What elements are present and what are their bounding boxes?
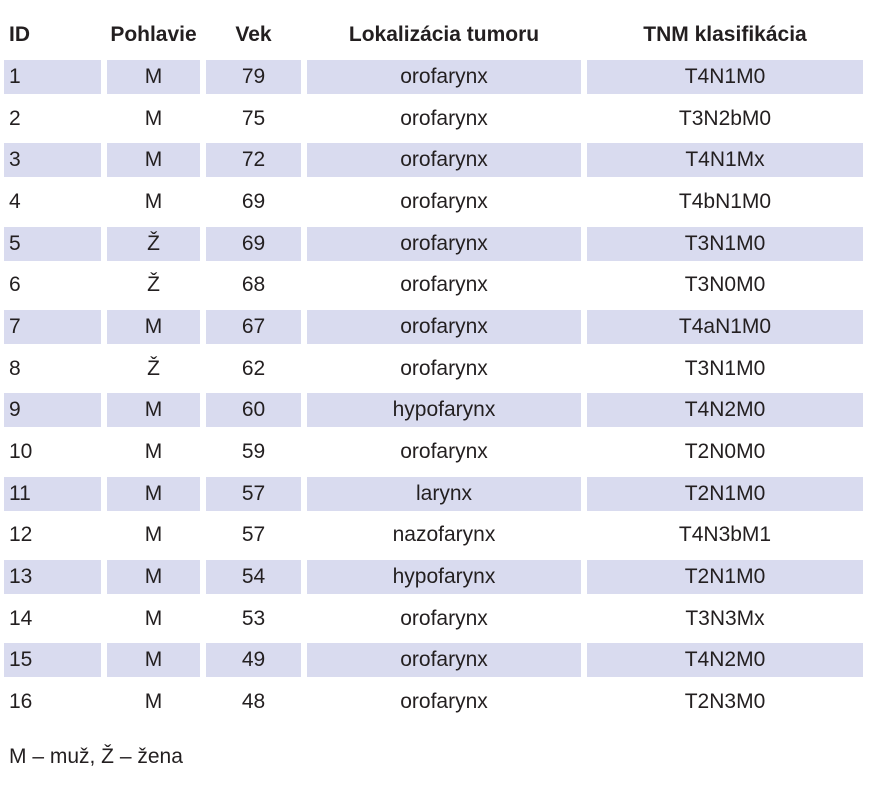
cell-age: 57 <box>241 523 266 547</box>
cell-age: 67 <box>206 310 301 344</box>
cell-tnm: T3N2bM0 <box>678 106 772 130</box>
cell-id: 8 <box>9 356 21 380</box>
cell-id: 1 <box>4 60 101 94</box>
cell-tnm: T3N1M0 <box>587 227 863 261</box>
cell-id: 16 <box>9 690 33 714</box>
cell-tnm: T4aN1M0 <box>587 310 863 344</box>
cell-id: 9 <box>4 393 101 427</box>
header-sex: Pohlavie <box>110 23 197 46</box>
cell-tumor-location: orofarynx <box>400 606 488 630</box>
header-tumor-location: Lokalizácia tumoru <box>348 23 540 46</box>
cell-id: 14 <box>9 606 33 630</box>
cell-tumor-location: orofarynx <box>307 143 581 177</box>
cell-id: 2 <box>9 106 21 130</box>
header-tnm: TNM klasifikácia <box>643 23 807 46</box>
cell-tumor-location: orofarynx <box>400 273 488 297</box>
cell-tnm: T4N3bM1 <box>678 523 772 547</box>
cell-sex: M <box>144 106 163 130</box>
cell-tumor-location: orofarynx <box>307 227 581 261</box>
cell-tnm: T4N2M0 <box>587 393 863 427</box>
table-row <box>4 681 863 723</box>
cell-age: 48 <box>241 690 266 714</box>
cell-id: 5 <box>4 227 101 261</box>
cell-tumor-location: nazofarynx <box>392 523 496 547</box>
cell-sex: Ž <box>147 356 160 380</box>
cell-id: 11 <box>4 477 101 511</box>
cell-tumor-location: orofarynx <box>400 106 488 130</box>
cell-tumor-location: orofarynx <box>400 189 488 213</box>
cell-sex: M <box>107 560 200 594</box>
cell-id: 13 <box>4 560 101 594</box>
table-row <box>4 223 863 265</box>
cell-sex: M <box>107 643 200 677</box>
cell-age: 75 <box>241 106 266 130</box>
cell-sex: M <box>144 606 163 630</box>
table-row <box>4 98 863 140</box>
cell-age: 49 <box>206 643 301 677</box>
cell-sex: M <box>144 690 163 714</box>
cell-age: 68 <box>241 273 266 297</box>
header-id: ID <box>9 23 30 46</box>
cell-sex: M <box>144 440 163 464</box>
cell-tnm: T2N1M0 <box>587 560 863 594</box>
header-age: Vek <box>235 23 272 46</box>
cell-tumor-location: orofarynx <box>307 310 581 344</box>
cell-sex: M <box>107 393 200 427</box>
cell-age: 79 <box>206 60 301 94</box>
cell-tumor-location: orofarynx <box>307 60 581 94</box>
cell-id: 7 <box>4 310 101 344</box>
cell-tnm: T2N0M0 <box>684 440 766 464</box>
cell-sex: M <box>144 523 163 547</box>
cell-age: 59 <box>241 440 266 464</box>
table-row <box>4 473 863 515</box>
cell-age: 69 <box>206 227 301 261</box>
table-footnote: M – muž, Ž – žena <box>9 745 183 768</box>
cell-tnm: T2N3M0 <box>684 690 766 714</box>
table-row <box>4 306 863 348</box>
cell-tumor-location: hypofarynx <box>307 393 581 427</box>
cell-tumor-location: orofarynx <box>400 440 488 464</box>
table-row <box>4 264 863 306</box>
cell-tnm: T4N1Mx <box>587 143 863 177</box>
table-row <box>4 390 863 432</box>
cell-tumor-location: orofarynx <box>307 643 581 677</box>
cell-tumor-location: hypofarynx <box>307 560 581 594</box>
cell-tumor-location: larynx <box>307 477 581 511</box>
cell-id: 4 <box>9 189 21 213</box>
table-header-row <box>4 14 863 56</box>
cell-age: 72 <box>206 143 301 177</box>
table-body <box>4 56 863 723</box>
cell-age: 54 <box>206 560 301 594</box>
cell-tnm: T3N0M0 <box>684 273 766 297</box>
cell-sex: M <box>107 60 200 94</box>
cell-sex: Ž <box>147 273 160 297</box>
cell-id: 3 <box>4 143 101 177</box>
table-row <box>4 348 863 390</box>
cell-id: 6 <box>9 273 21 297</box>
cell-tnm: T4N2M0 <box>587 643 863 677</box>
cell-age: 62 <box>241 356 266 380</box>
cell-tnm: T4N1M0 <box>587 60 863 94</box>
cell-sex: M <box>107 143 200 177</box>
cell-sex: M <box>107 310 200 344</box>
cell-tnm: T4bN1M0 <box>678 189 772 213</box>
cell-sex: M <box>144 189 163 213</box>
cell-tumor-location: orofarynx <box>400 356 488 380</box>
table-row <box>4 181 863 223</box>
table-row <box>4 56 863 98</box>
table-row <box>4 431 863 473</box>
cell-sex: M <box>107 477 200 511</box>
cell-age: 53 <box>241 606 266 630</box>
cell-id: 10 <box>9 440 33 464</box>
cell-tnm: T3N3Mx <box>685 606 765 630</box>
patient-table <box>4 14 863 723</box>
table-row <box>4 139 863 181</box>
table-row <box>4 640 863 682</box>
cell-tnm: T2N1M0 <box>587 477 863 511</box>
cell-age: 69 <box>241 189 266 213</box>
table-row <box>4 515 863 557</box>
cell-sex: Ž <box>107 227 200 261</box>
cell-id: 15 <box>4 643 101 677</box>
cell-tnm: T3N1M0 <box>684 356 766 380</box>
cell-age: 57 <box>206 477 301 511</box>
table-row <box>4 598 863 640</box>
cell-tumor-location: orofarynx <box>400 690 488 714</box>
cell-id: 12 <box>9 523 33 547</box>
table-row <box>4 556 863 598</box>
cell-age: 60 <box>206 393 301 427</box>
